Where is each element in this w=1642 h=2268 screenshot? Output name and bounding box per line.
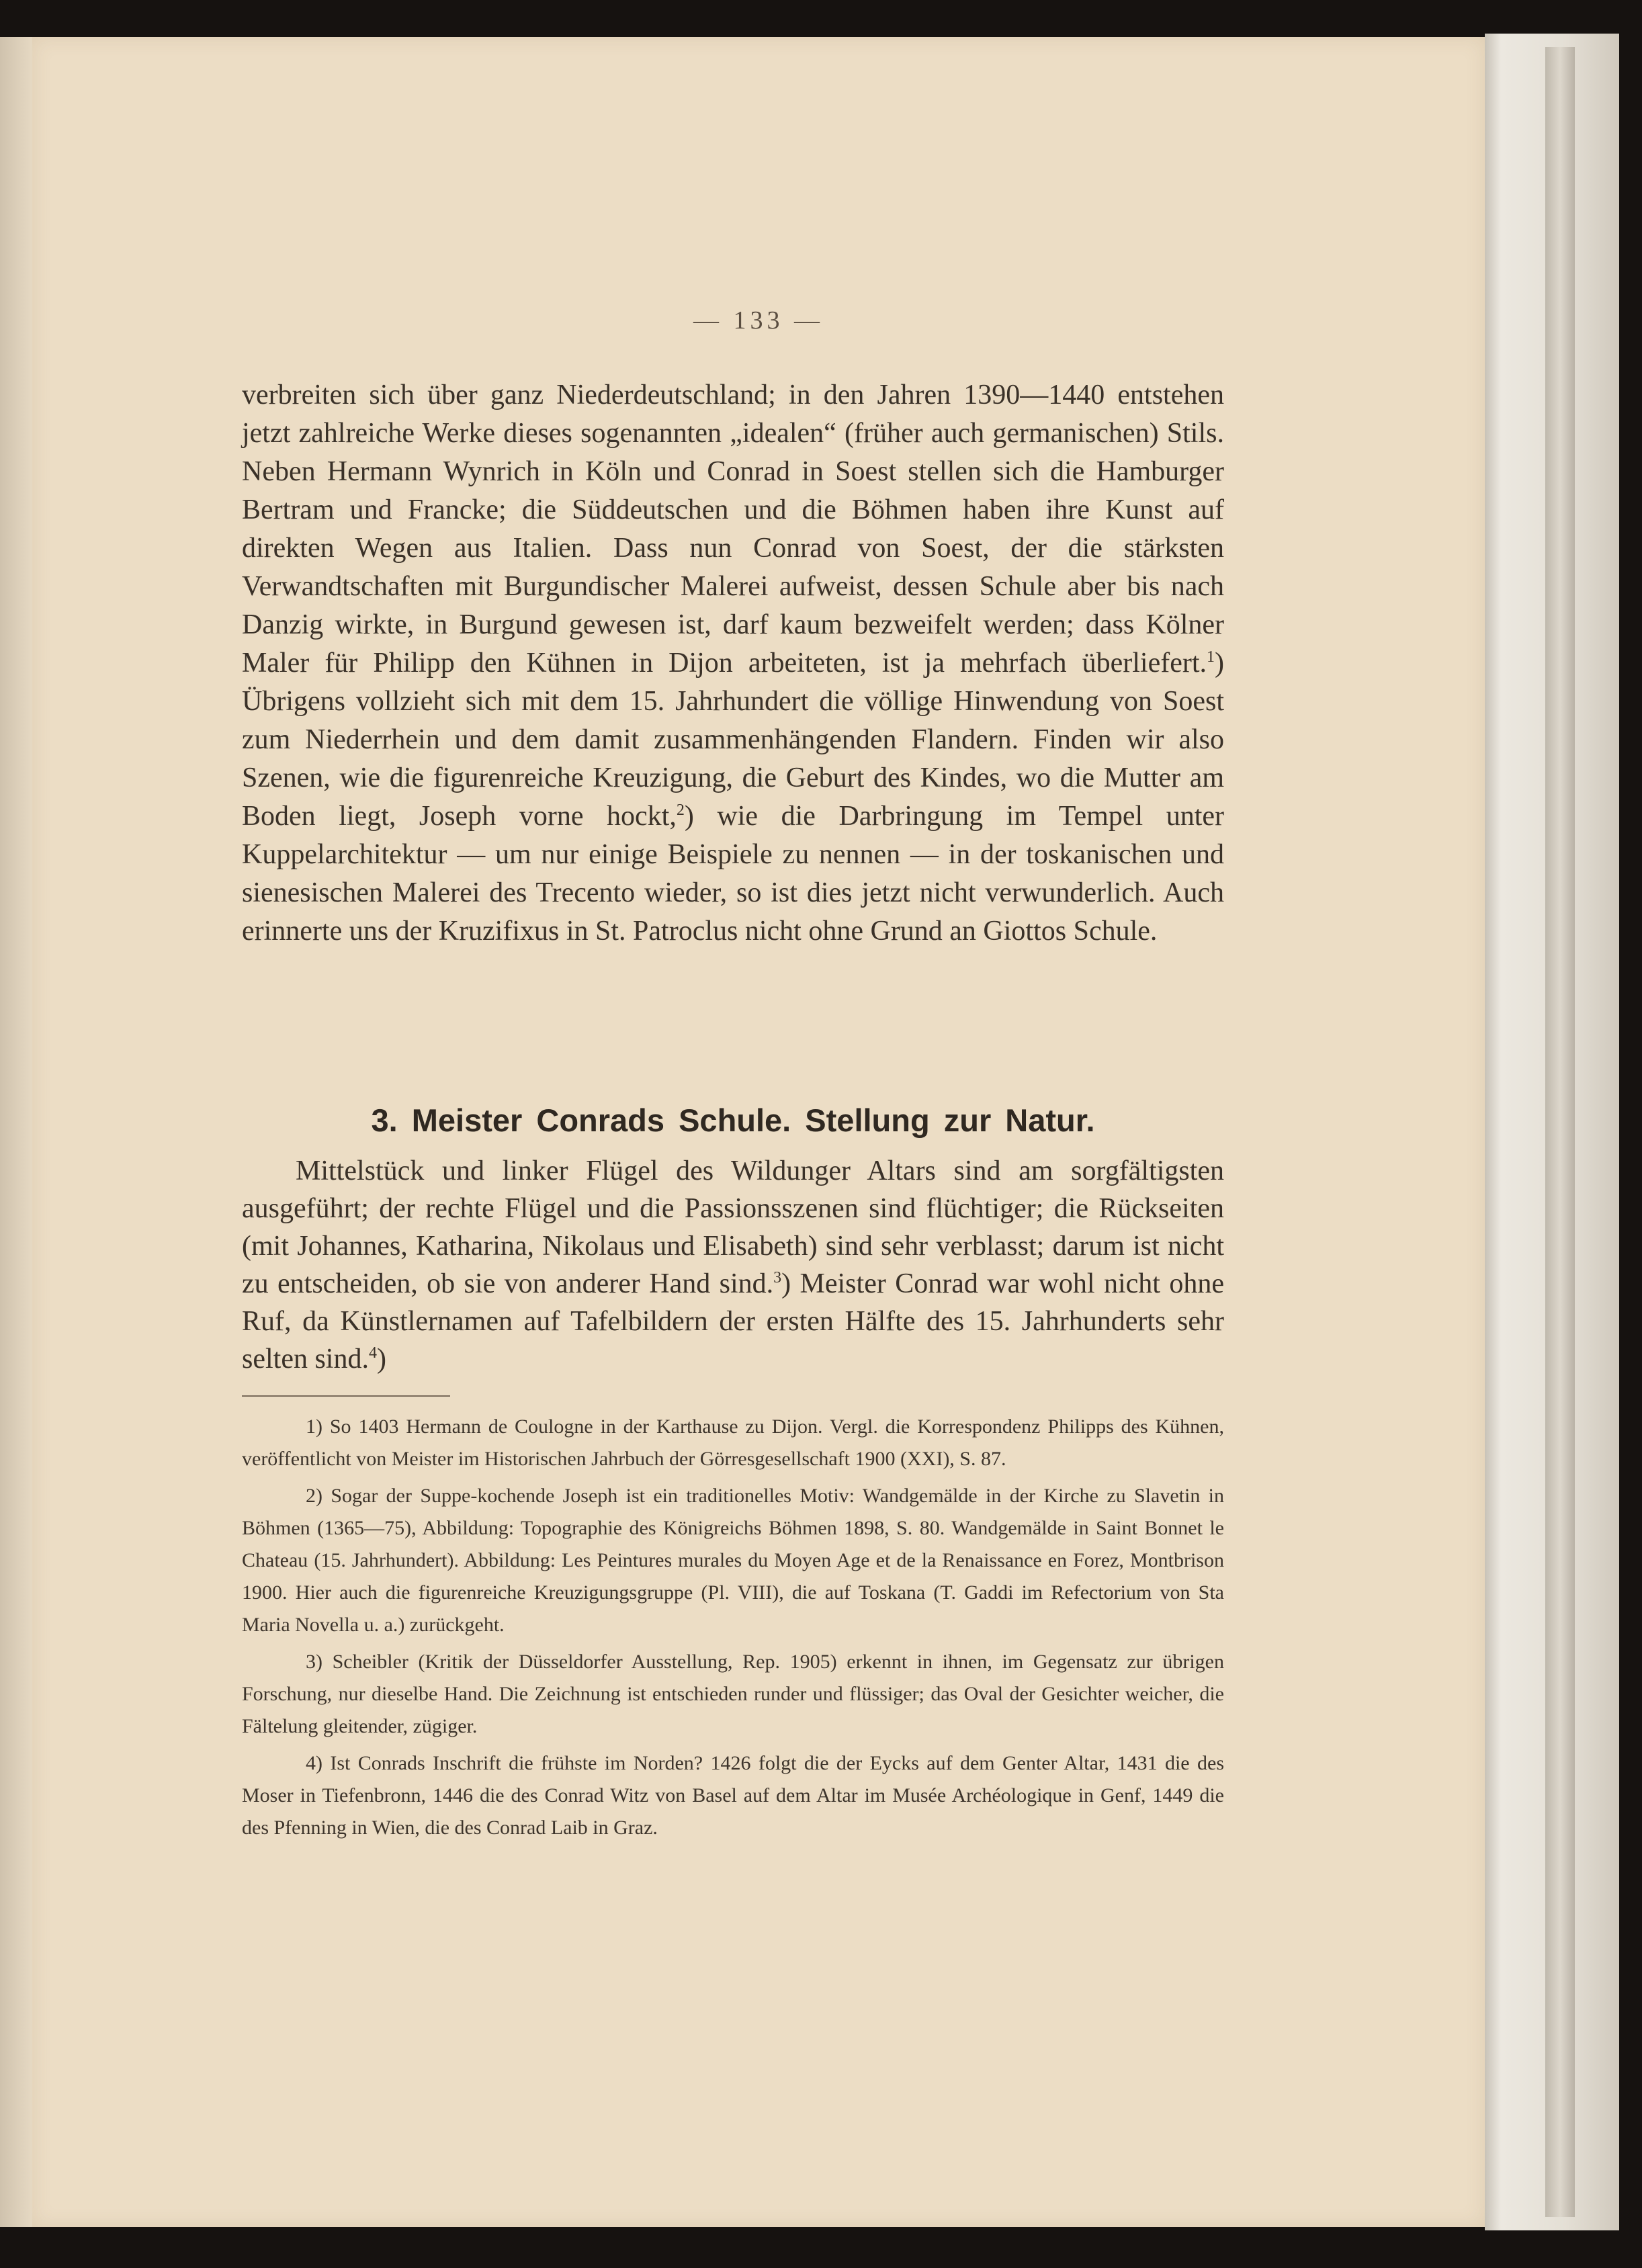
- body-text-part-3: ) wie die Darbringung im Tempel unter Kuppelarchitektur — um nur einige Beispiele zu nennen — in der toskanischen und sienesischen Malerei des Trecento wieder, so ist dies jetzt nicht verwunderlich. Auch erinnerte uns der Kruzifixus in St. Patroclus nicht ohne Grund an Giottos Schule.: [242, 801, 1225, 947]
- footnote-ref-1: 1: [1207, 648, 1215, 666]
- footnote-ref-4: 4: [368, 1344, 377, 1362]
- footnote-2: 2) Sogar der Suppe-kochende Joseph ist ein traditionelles Motiv: Wandgemälde in der Kirche zu Slavetin in Böhmen (1365—75), Abbildung: Topographie des Königreichs Böhmen 1898, S. 80. Wandgemälde in Saint Bonnet le Chateau (15. Jahrhundert). Abbildung: Les Peintures murales du Moyen Age et de la Renaissance en Forez, Montbrison 1900. Hier auch die figurenreiche Kreuzigungsgruppe (Pl. VIII), die auf Toskana (T. Gaddi im Refectorium von Sta Maria Novella u. a.) zurückgeht.: [242, 1485, 1224, 1636]
- section-text-part-3: ): [376, 1344, 386, 1375]
- section-text-part-1: Mittelstück und linker Flügel des Wildunger Altars sind am sorgfältigsten ausgeführt; der rechte Flügel und die Passionsszenen sind flüchtiger; die Rückseiten (mit Johannes, Katharina, Nikolaus und Elisabeth) sind sehr verblasst; darum ist nicht zu entscheiden, ob sie von anderer Hand sind.: [242, 1155, 1224, 1299]
- footnote-3: 3) Scheibler (Kritik der Düsseldorfer Ausstellung, Rep. 1905) erkennt in ihnen, im Gegensatz zur übrigen Forschung, nur dieselbe Hand. Die Zeichnung ist entschieden runder und flüssiger; das Oval der Gesichter weicher, die Fältelung gleitender, zügiger.: [242, 1651, 1224, 1737]
- body-paragraph: [242, 376, 1224, 951]
- footnote-ref-2: 2: [676, 801, 685, 819]
- body-text: [242, 376, 1224, 951]
- footnotes: [242, 1411, 1224, 1849]
- section-paragraph: [242, 1152, 1224, 1378]
- adjacent-page-edge: [0, 37, 32, 2227]
- footnote-ref-3: 3: [773, 1269, 782, 1286]
- book-page: [32, 37, 1485, 2227]
- footnote-1: 1) So 1403 Hermann de Coulogne in der Karthause zu Dijon. Vergl. die Korrespondenz Philipps des Kühnen, veröffentlicht von Meister im Historischen Jahrbuch der Görresgesellschaft 1900 (XXI), S. 87.: [242, 1415, 1224, 1470]
- body-text-part-1: verbreiten sich über ganz Niederdeutschland; in den Jahren 1390—1440 entstehen jetzt zahlreiche Werke dieses sogenannten „idealen“ (früher auch germanischen) Stils. Neben Hermann Wynrich in Köln und Conrad in Soest stellen sich die Hamburger Bertram und Francke; die Süddeutschen und die Böhmen haben ihre Kunst auf direkten Wegen aus Italien. Dass nun Conrad von Soest, der die stärksten Verwandtschaften mit Burgundischer Malerei aufweist, dessen Schule aber bis nach Danzig wirkte, in Burgund gewesen ist, darf kaum bezweifelt werden; dass Kölner Maler für Philipp den Kühnen in Dijon arbeiteten, ist ja mehrfach überliefert.: [242, 380, 1224, 679]
- section-text-part-2: ) Meister Conrad war wohl nicht ohne Ruf, da Künstlernamen auf Tafelbildern der ersten Hälfte des 15. Jahrhunderts sehr selten sind.: [242, 1268, 1224, 1375]
- footnote-4: 4) Ist Conrads Inschrift die frühste im Norden? 1426 folgt die der Eycks auf dem Genter Altar, 1431 die des Moser in Tiefenbronn, 1446 die des Conrad Witz von Basel auf dem Altar im Musée Archéologique in Genf, 1449 die des Pfenning in Wien, die des Conrad Laib in Graz.: [242, 1752, 1224, 1839]
- section-text: [242, 1152, 1224, 1378]
- section-heading: 3. Meister Conrads Schule. Stellung zur Natur.: [371, 1102, 1095, 1138]
- body-text-part-2: ) Übrigens vollzieht sich mit dem 15. Jahrhundert die völlige Hinwendung von Soest zum Niederrhein und dem damit zusammenhängenden Flandern. Finden wir also Szenen, wie die figurenreiche Kreuzigung, die Geburt des Kindes, wo die Mutter am Boden liegt, Joseph vorne hockt,: [242, 648, 1224, 832]
- footnote-separator: [242, 1395, 450, 1397]
- page-stack-edge-inner: [1545, 47, 1575, 2217]
- page-number: — 133 —: [693, 306, 824, 335]
